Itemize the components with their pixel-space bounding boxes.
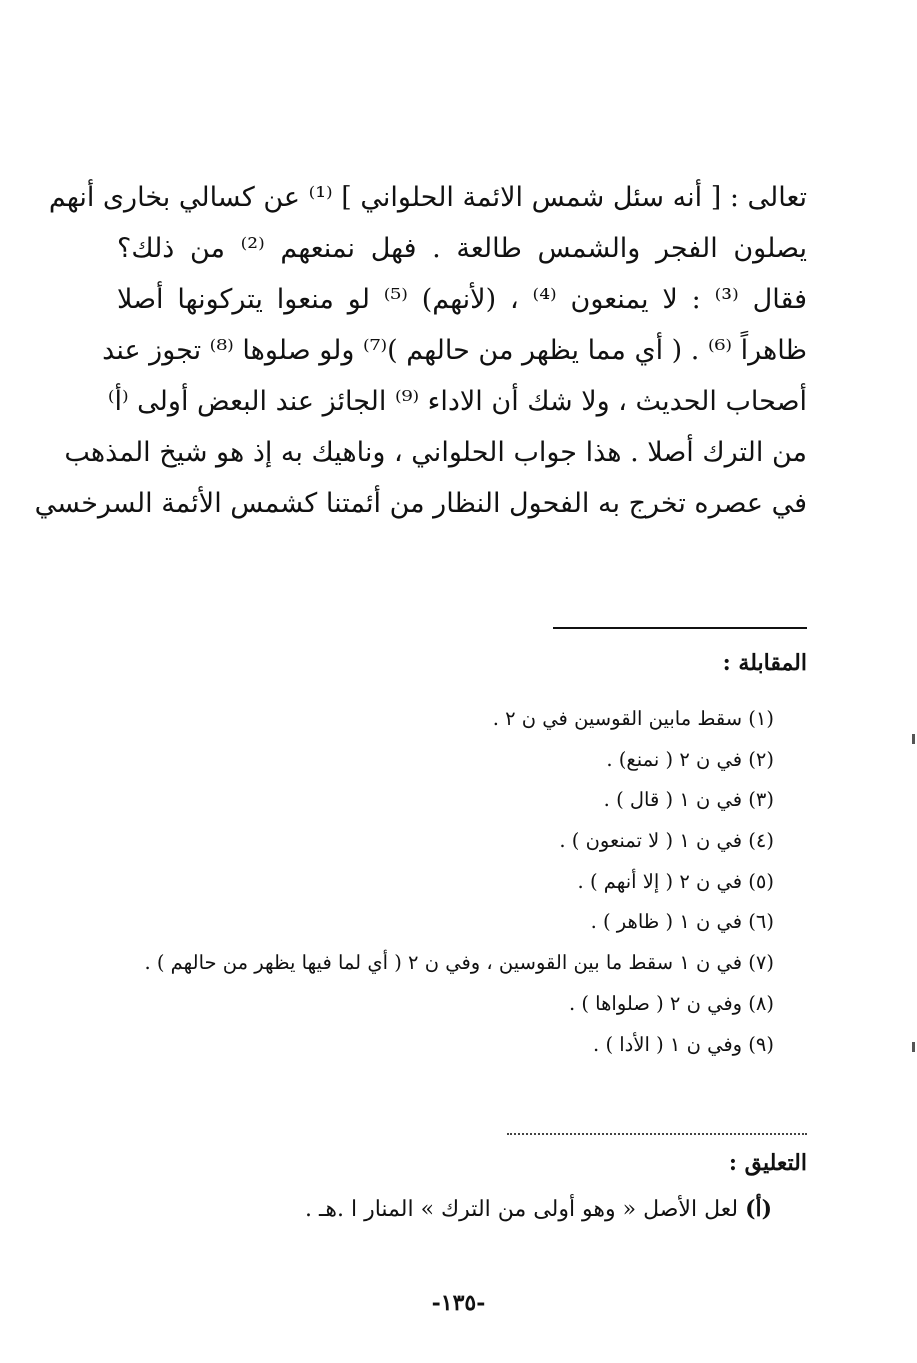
collation-note: (٢) في ن ٢ ( نمنع) . [606, 747, 774, 771]
main-text-line: يصلون الفجر والشمس طالعة . فهل نمنعهم ⁽²⁾ من ذلك؟ [117, 233, 807, 264]
main-text-line: ظاهراً ⁽⁶⁾ . ( أي مما يظهر من حالهم )⁽⁷⁾ ولو صلوها ⁽⁸⁾ تجوز عند [102, 335, 807, 366]
scan-edge-mark [912, 1042, 915, 1052]
commentary-text: لعل الأصل « وهو أولى من الترك » المنار ا .هـ . [304, 1197, 739, 1222]
collation-notes-list [144, 699, 774, 1065]
collation-note: (٤) في ن ١ ( لا تمنعون ) . [559, 829, 774, 853]
collation-note: (٦) في ن ١ ( ظاهر ) . [590, 910, 774, 934]
main-text-line: أصحاب الحديث ، ولا شك أن الاداء ⁽⁹⁾ الجائز عند البعض أولى ⁽أ⁾ [107, 386, 807, 417]
commentary-dotted-rule [507, 1133, 807, 1135]
scan-edge-mark [912, 734, 915, 744]
collation-heading: المقابلة : [722, 650, 807, 676]
commentary-note [305, 1196, 772, 1222]
main-text-line: تعالى : [ أنه سئل شمس الائمة الحلواني ] ⁽¹⁾ عن كسالي بخارى أنهم [48, 182, 807, 213]
main-text-line: من الترك أصلا . هذا جواب الحلواني ، وناهيك به إذ هو شيخ المذهب [64, 437, 807, 468]
commentary-marker: (أ) [745, 1196, 772, 1222]
collation-note: (٣) في ن ١ ( قال ) . [603, 788, 774, 812]
main-text-line: في عصره تخرج به الفحول النظار من أئمتنا كشمس الأئمة السرخسي [34, 488, 807, 519]
main-text-line: فقال ⁽³⁾ : لا يمنعون ⁽⁴⁾ ، (لأنهم) ⁽⁵⁾ لو منعوا يتركونها أصلا [117, 284, 808, 315]
collation-note: (٥) في ن ٢ ( إلا أنهم ) . [577, 869, 774, 893]
commentary-heading: التعليق : [728, 1150, 807, 1176]
footnote-separator-rule [553, 627, 807, 629]
collation-note: (٩) وفي ن ١ ( الأدا ) . [593, 1032, 774, 1056]
page-number: -١٣٥- [431, 1290, 486, 1316]
collation-note: (٨) وفي ن ٢ ( صلواها ) . [568, 991, 774, 1015]
main-text-block [34, 172, 808, 529]
collation-note: (٧) في ن ١ سقط ما بين القوسين ، وفي ن ٢ ( أي لما فيها يظهر من حالهم ) . [144, 951, 774, 975]
collation-note: (١) سقط مابين القوسين في ن ٢ . [492, 707, 774, 730]
